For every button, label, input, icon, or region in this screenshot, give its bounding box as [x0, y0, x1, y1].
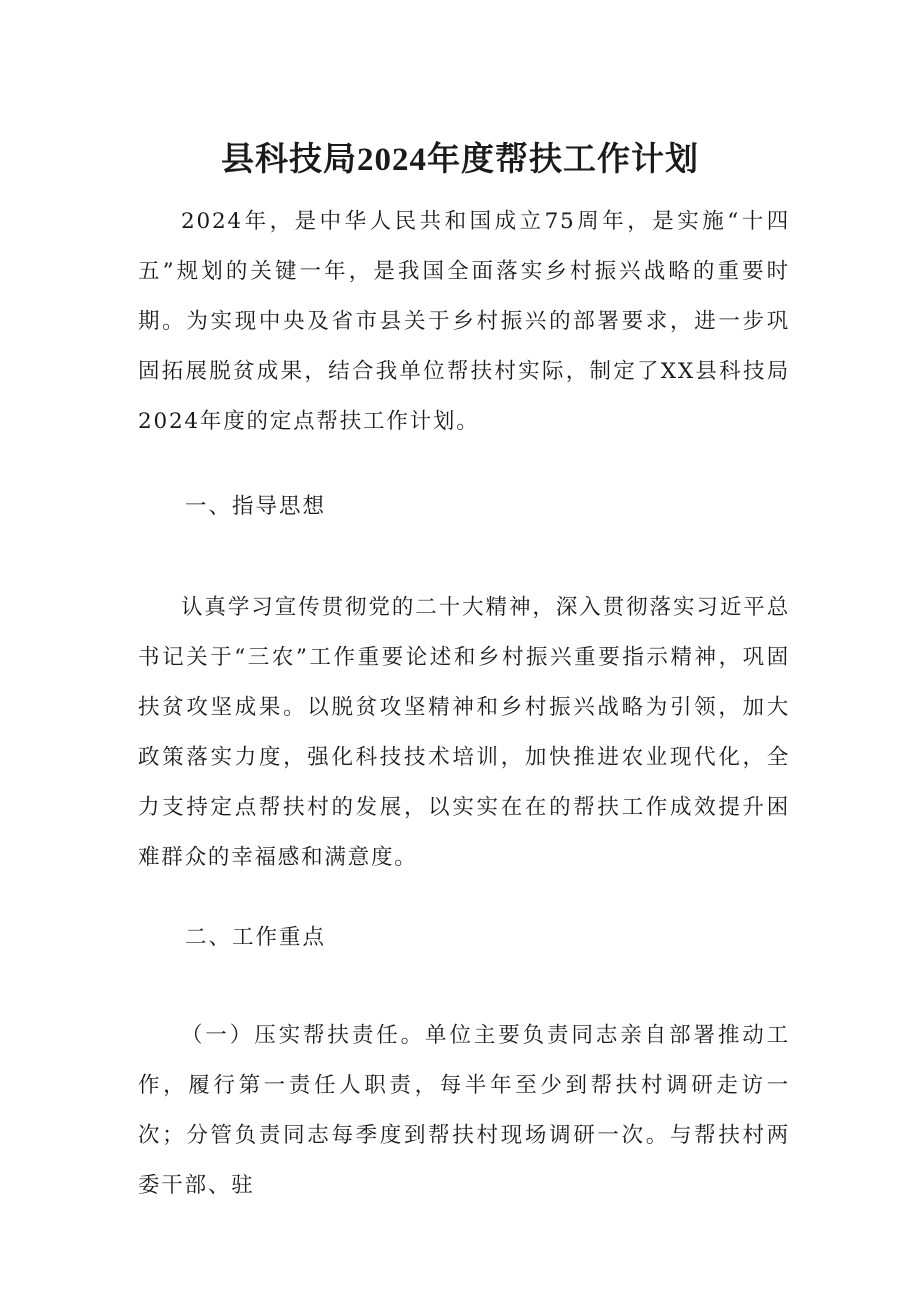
guiding-ideology-paragraph: 认真学习宣传贯彻党的二十大精神，深入贯彻落实习近平总书记关于“三农”工作重要论述和乡村振兴重要指示精神，巩固扶贫攻坚成果。以脱贫攻坚精神和乡村振兴战略为引领，加大政策落实力度，强化科技技术培训，加快推进农业现代化，全力支持定点帮扶村的发展，以实实在在的帮扶工作成效提升困难群众的幸福感和满意度。 [138, 595, 790, 870]
title-prefix: 县科技局 [221, 139, 357, 179]
document-title [0, 136, 920, 183]
intro-paragraph: 2024年，是中华人民共和国成立75周年，是实施“十四五”规划的关键一年，是我国全面落实乡村振兴战略的重要时期。为实现中央及省市县关于乡村振兴的部署要求，进一步巩固拓展脱贫成果，结合我单位帮扶村实际，制定了XX县科技局2024年度的定点帮扶工作计划。 [138, 209, 790, 434]
title-year: 2024 [357, 142, 427, 179]
section-heading-guiding-ideology: 一、指导思想 [185, 494, 327, 519]
section-heading-work-focus: 二、工作重点 [185, 925, 327, 950]
work-focus-item-1-paragraph: （一）压实帮扶责任。单位主要负责同志亲自部署推动工作，履行第一责任人职责，每半年至少到帮扶村调研走访一次；分管负责同志每季度到帮扶村现场调研一次。与帮扶村两委干部、驻 [138, 1023, 790, 1198]
title-suffix: 年度帮扶工作计划 [427, 139, 699, 179]
